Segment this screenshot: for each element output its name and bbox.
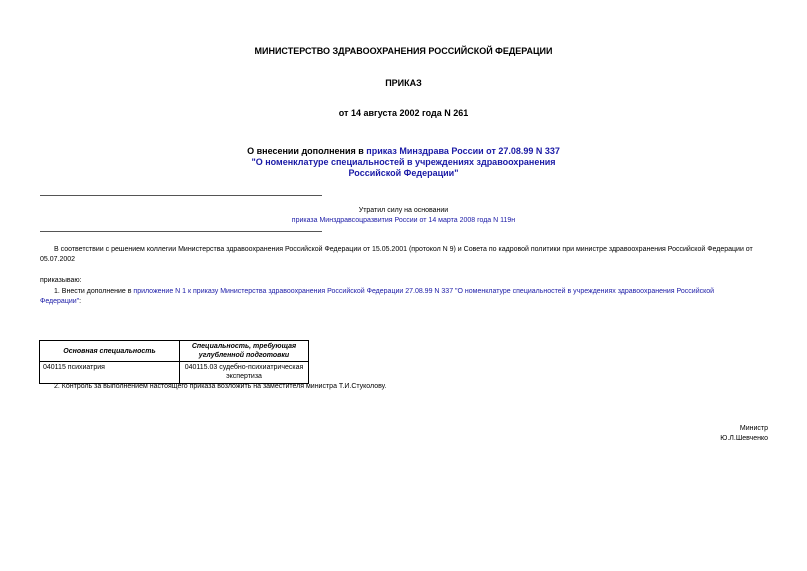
order-337-link-line3[interactable]: Российской Федерации": [348, 168, 459, 178]
specialty-table: [39, 340, 309, 384]
prikazyvayu-text: приказываю:: [40, 277, 82, 284]
table-header-main-specialty: Основная специальность: [40, 341, 180, 362]
repeal-order-link[interactable]: приказа Минздравсоцразвития России от 14 марта 2008 года N 119н: [291, 217, 516, 224]
item-1-paragraph-end: [40, 297, 770, 307]
divider-top: [40, 195, 322, 196]
date-number-heading: от 14 августа 2002 года N 261: [338, 108, 469, 118]
table-cell-main-specialty: 040115 психиатрия: [40, 362, 180, 384]
signature-name: Ю.Л.Шевченко: [720, 435, 768, 442]
item-1-paragraph: [40, 287, 770, 297]
table-header-advanced-specialty: Специальность, требующая углубленной подготовки: [180, 341, 309, 362]
preamble-paragraph: В соответствии с решением коллегии Министерства здравоохранения Российской Федерации от 15.05.2001 (протокол N 9) и Совета по кадровой политики при министре здравоохранения Российской Федерации от 05.07.2002: [40, 246, 753, 263]
item-1-suffix: :: [79, 298, 82, 305]
order-title: [0, 146, 807, 179]
order-337-link[interactable]: приказ Минздрава России от 27.08.99 N 337: [366, 146, 560, 156]
order-title-line1: [0, 146, 807, 157]
order-337-link-line2[interactable]: "О номенклатуре специальностей в учреждениях здравоохранения: [251, 157, 556, 167]
item-2-paragraph: 2. Контроль за выполнением настоящего приказа возложить на заместителя министра Т.И.Стуколову.: [54, 383, 387, 390]
signature-block: [720, 424, 768, 444]
status-block: [0, 206, 807, 226]
table-cell-advanced-specialty: 040115.03 судебно-психиатрическая экспертиза: [180, 362, 309, 384]
table-header-row: [40, 341, 309, 362]
status-line: Утратил силу на основании: [358, 207, 449, 214]
appendix-1-link-end[interactable]: Федерации": [40, 298, 80, 305]
divider-bottom: [40, 231, 322, 232]
item-1-prefix: 1. Внести дополнение в: [54, 288, 134, 295]
appendix-1-link[interactable]: приложение N 1 к приказу Министерства здравоохранения Российской Федерации 27.08.99 N 337 "О номенклатуре специальностей в учреждениях здравоохранения Российской: [133, 288, 715, 295]
signature-position: Министр: [739, 425, 768, 432]
ministry-heading: МИНИСТЕРСТВО ЗДРАВООХРАНЕНИЯ РОССИЙСКОЙ ФЕДЕРАЦИИ: [254, 46, 553, 56]
order-title-prefix: О внесении дополнения в: [247, 146, 367, 156]
doc-type-heading: ПРИКАЗ: [385, 78, 422, 88]
table-row: [40, 362, 309, 384]
